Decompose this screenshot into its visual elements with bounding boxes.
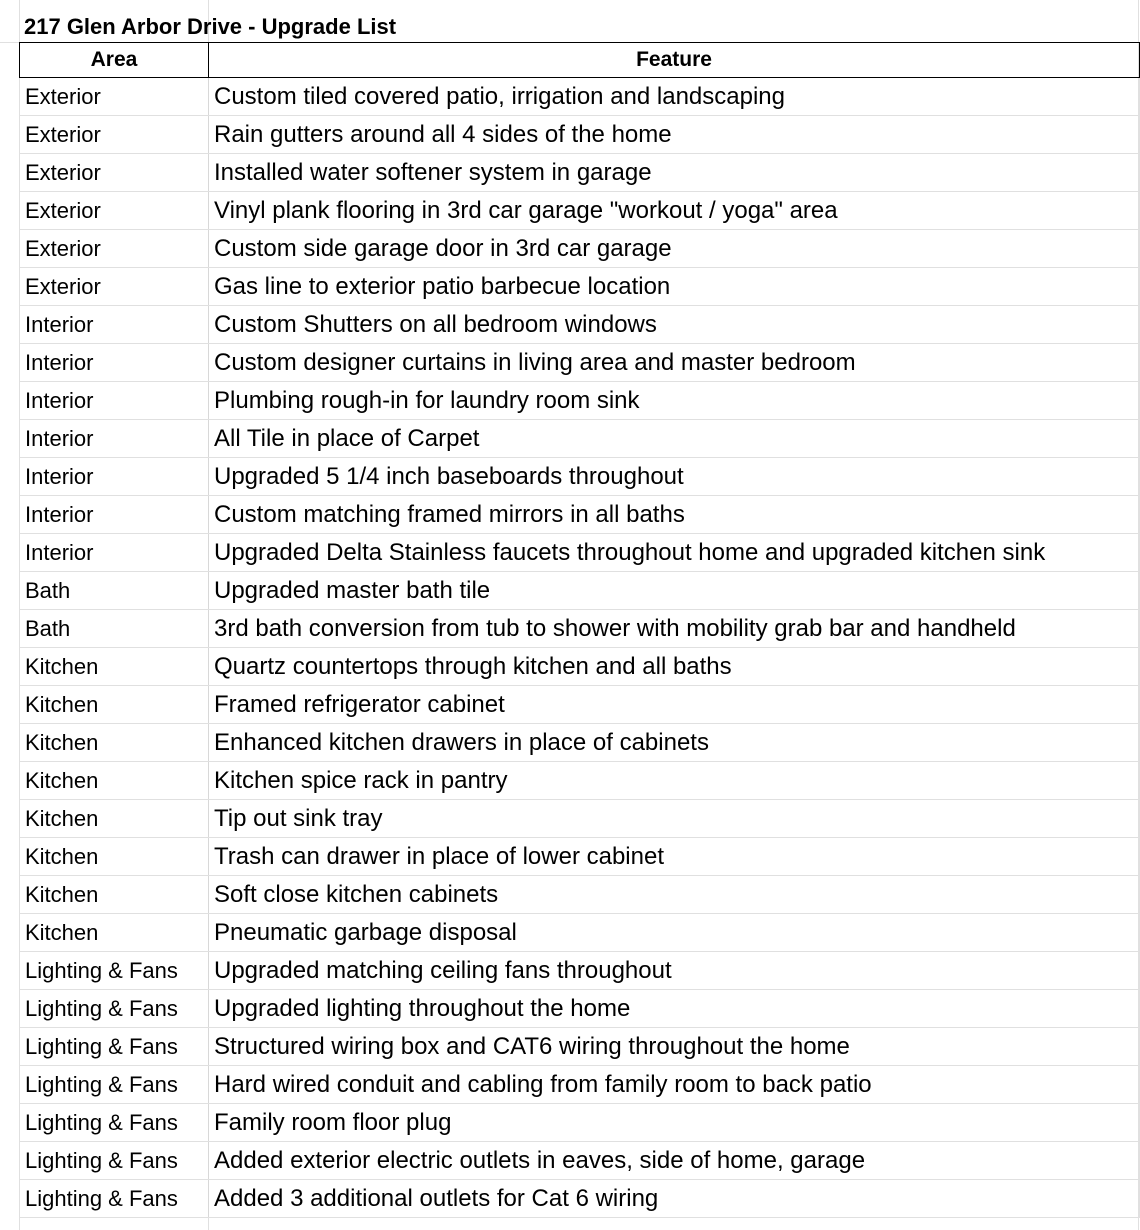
cell-feature[interactable]: Custom tiled covered patio, irrigation and landscaping	[209, 78, 1140, 116]
table-row	[20, 686, 1140, 724]
cell-feature[interactable]: Trash can drawer in place of lower cabinet	[209, 838, 1140, 876]
table-row	[20, 914, 1140, 952]
table-row	[20, 1104, 1140, 1142]
sheet-title[interactable]: 217 Glen Arbor Drive - Upgrade List	[24, 14, 397, 39]
cell-area[interactable]: Interior	[20, 306, 209, 344]
cell-area[interactable]: Kitchen	[20, 648, 209, 686]
table-row	[20, 344, 1140, 382]
cell-feature[interactable]: Added 3 additional outlets for Cat 6 wiring	[209, 1180, 1140, 1218]
table-row	[20, 876, 1140, 914]
table-row	[20, 724, 1140, 762]
column-header-area[interactable]: Area	[20, 43, 209, 78]
cell-area[interactable]: Interior	[20, 344, 209, 382]
header-row	[20, 43, 1140, 78]
cell-area[interactable]: Lighting & Fans	[20, 1142, 209, 1180]
table-row	[20, 838, 1140, 876]
cell-feature[interactable]: Custom side garage door in 3rd car garage	[209, 230, 1140, 268]
cell-area[interactable]: Kitchen	[20, 686, 209, 724]
cell-area[interactable]: Interior	[20, 534, 209, 572]
table-row	[20, 230, 1140, 268]
table-row	[20, 762, 1140, 800]
table-row	[20, 382, 1140, 420]
cell-feature[interactable]: Plumbing rough-in for laundry room sink	[209, 382, 1140, 420]
cell-area[interactable]: Bath	[20, 610, 209, 648]
cell-feature[interactable]: Tip out sink tray	[209, 800, 1140, 838]
cell-feature[interactable]: Upgraded lighting throughout the home	[209, 990, 1140, 1028]
cell-area[interactable]: Interior	[20, 458, 209, 496]
cell-feature[interactable]: Upgraded Delta Stainless faucets throughout home and upgraded kitchen sink	[209, 534, 1140, 572]
cell-area[interactable]: Lighting & Fans	[20, 990, 209, 1028]
cell-feature[interactable]: Vinyl plank flooring in 3rd car garage "workout / yoga" area	[209, 192, 1140, 230]
cell-area[interactable]: Interior	[20, 382, 209, 420]
cell-area[interactable]: Lighting & Fans	[20, 1066, 209, 1104]
cell-area[interactable]: Exterior	[20, 268, 209, 306]
cell-area[interactable]: Kitchen	[20, 914, 209, 952]
table-row	[20, 78, 1140, 116]
cell-feature[interactable]: All Tile in place of Carpet	[209, 420, 1140, 458]
cell-feature[interactable]: Family room floor plug	[209, 1104, 1140, 1142]
cell-area[interactable]: Interior	[20, 420, 209, 458]
table-row	[20, 648, 1140, 686]
cell-feature[interactable]: Custom matching framed mirrors in all baths	[209, 496, 1140, 534]
cell-area[interactable]: Exterior	[20, 154, 209, 192]
upgrade-table	[19, 42, 1140, 1218]
table-row	[20, 1142, 1140, 1180]
cell-feature[interactable]: Enhanced kitchen drawers in place of cabinets	[209, 724, 1140, 762]
cell-feature[interactable]: Upgraded 5 1/4 inch baseboards throughout	[209, 458, 1140, 496]
table-row	[20, 572, 1140, 610]
cell-area[interactable]: Interior	[20, 496, 209, 534]
column-header-feature[interactable]: Feature	[209, 43, 1140, 78]
table-row	[20, 990, 1140, 1028]
table-body	[20, 78, 1140, 1218]
cell-area[interactable]: Lighting & Fans	[20, 1104, 209, 1142]
cell-feature[interactable]: 3rd bath conversion from tub to shower with mobility grab bar and handheld	[209, 610, 1140, 648]
cell-feature[interactable]: Custom Shutters on all bedroom windows	[209, 306, 1140, 344]
table-row	[20, 952, 1140, 990]
table-row	[20, 610, 1140, 648]
cell-feature[interactable]: Installed water softener system in garage	[209, 154, 1140, 192]
cell-area[interactable]: Exterior	[20, 192, 209, 230]
table-row	[20, 1028, 1140, 1066]
table-row	[20, 154, 1140, 192]
cell-area[interactable]: Exterior	[20, 78, 209, 116]
cell-feature[interactable]: Framed refrigerator cabinet	[209, 686, 1140, 724]
cell-feature[interactable]: Upgraded master bath tile	[209, 572, 1140, 610]
cell-area[interactable]: Kitchen	[20, 876, 209, 914]
table-row	[20, 534, 1140, 572]
cell-feature[interactable]: Soft close kitchen cabinets	[209, 876, 1140, 914]
table-row	[20, 268, 1140, 306]
table-row	[20, 306, 1140, 344]
cell-feature[interactable]: Rain gutters around all 4 sides of the home	[209, 116, 1140, 154]
title-row	[0, 8, 1140, 43]
table-row	[20, 116, 1140, 154]
table-row	[20, 800, 1140, 838]
cell-area[interactable]: Exterior	[20, 116, 209, 154]
cell-feature[interactable]: Gas line to exterior patio barbecue location	[209, 268, 1140, 306]
cell-feature[interactable]: Structured wiring box and CAT6 wiring throughout the home	[209, 1028, 1140, 1066]
table-row	[20, 1180, 1140, 1218]
cell-feature[interactable]: Custom designer curtains in living area and master bedroom	[209, 344, 1140, 382]
cell-area[interactable]: Lighting & Fans	[20, 1180, 209, 1218]
cell-area[interactable]: Kitchen	[20, 762, 209, 800]
table-row	[20, 192, 1140, 230]
cell-feature[interactable]: Upgraded matching ceiling fans throughout	[209, 952, 1140, 990]
cell-area[interactable]: Kitchen	[20, 724, 209, 762]
cell-area[interactable]: Exterior	[20, 230, 209, 268]
cell-area[interactable]: Kitchen	[20, 800, 209, 838]
cell-area[interactable]: Kitchen	[20, 838, 209, 876]
table-row	[20, 1066, 1140, 1104]
cell-feature[interactable]: Hard wired conduit and cabling from family room to back patio	[209, 1066, 1140, 1104]
table-row	[20, 458, 1140, 496]
cell-area[interactable]: Lighting & Fans	[20, 1028, 209, 1066]
table-row	[20, 420, 1140, 458]
cell-area[interactable]: Bath	[20, 572, 209, 610]
cell-feature[interactable]: Added exterior electric outlets in eaves, side of home, garage	[209, 1142, 1140, 1180]
table-row	[20, 496, 1140, 534]
cell-feature[interactable]: Kitchen spice rack in pantry	[209, 762, 1140, 800]
cell-feature[interactable]: Pneumatic garbage disposal	[209, 914, 1140, 952]
cell-area[interactable]: Lighting & Fans	[20, 952, 209, 990]
cell-feature[interactable]: Quartz countertops through kitchen and all baths	[209, 648, 1140, 686]
